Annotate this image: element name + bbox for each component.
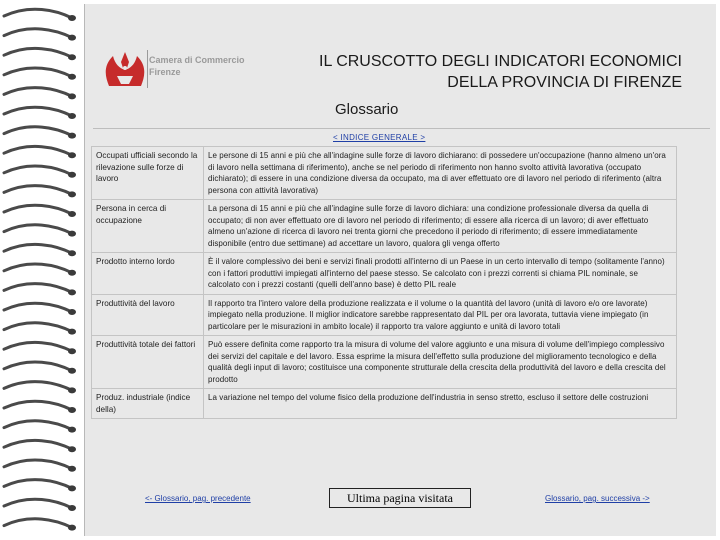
spiral-hole	[68, 211, 76, 217]
spiral-coil	[4, 303, 72, 312]
glossary-term: Produttività totale dei fattori	[92, 336, 204, 389]
spiral-hole	[68, 152, 76, 158]
spiral-coil	[4, 68, 72, 77]
spiral-coil	[4, 342, 72, 351]
glossary-term: Prodotto interno lordo	[92, 253, 204, 295]
spiral-coil	[4, 29, 72, 38]
spiral-hole	[68, 407, 76, 413]
spiral-coil	[4, 401, 72, 410]
spiral-coil	[4, 186, 72, 195]
logo-line-1: Camera di Commercio	[149, 55, 245, 65]
spiral-coil	[4, 225, 72, 234]
index-general-link[interactable]: < INDICE GENERALE >	[333, 133, 426, 142]
table-row	[92, 294, 677, 336]
glossary-definition: È il valore complessivo dei beni e servizi finali prodotti all'interno di un Paese in un certo intervallo di tempo (solitamente l'anno) con i fattori produttivi impiegati all'interno del paese stesso. Se calcolato con i prezzi correnti si chiama PIL nominale, se calcolato con i prezzi costanti (quelli dell'anno base) è detto PIL reale	[204, 253, 677, 295]
table-row	[92, 389, 677, 419]
spiral-hole	[68, 231, 76, 237]
spiral-hole	[68, 309, 76, 315]
spiral-coil	[4, 323, 72, 332]
spiral-coil	[4, 9, 72, 18]
spiral-hole	[68, 133, 76, 139]
title-line-2: DELLA PROVINCIA DI FIRENZE	[447, 74, 682, 91]
spiral-coil	[4, 88, 72, 97]
spiral-coil	[4, 107, 72, 116]
spiral-hole	[68, 348, 76, 354]
glossary-definition: La variazione nel tempo del volume fisico della produzione dell'industria in senso stretto, escluso il settore delle costruzioni	[204, 389, 677, 419]
spiral-hole	[68, 172, 76, 178]
page-subtitle: Glossario	[335, 101, 399, 118]
glossary-definition: La persona di 15 anni e più che all'indagine sulle forze di lavoro dichiara: una condizione professionale diversa da quella di occupato; di non aver effettuato ore di lavoro nel periodo di riferimento; di essere alla ricerca di un lavoro; di aver effettuato almeno un'azione di ricerca di lavoro nei trenta giorni che precedono il periodo di riferimento; di essere immediatamente disponibile (entro due settimane) ad accettare un lavoro, qualora gli venga offerto	[204, 200, 677, 253]
spiral-hole	[68, 289, 76, 295]
spiral-coil	[4, 362, 72, 371]
last-visited-page-button[interactable]: Ultima pagina visitata	[329, 488, 471, 508]
table-row	[92, 147, 677, 200]
spiral-coil	[4, 480, 72, 489]
spiral-coil	[4, 264, 72, 273]
logo-text	[149, 54, 245, 78]
spiral-hole	[68, 387, 76, 393]
spiral-coil	[4, 205, 72, 214]
page-title	[252, 51, 682, 93]
glossary-definition: Può essere definita come rapporto tra la misura di volume del valore aggiunto e una misura di volume dell'impiego complessivo dei servizi del capitale e del lavoro. Essa esprime la misura dell'effetto sulla produzione del miglioramento tecnologico e della qualità degli input di lavoro; costituisce una componente strutturale della crescita della produttività del lavoro e della crescita del prodotto	[204, 336, 677, 389]
spiral-hole	[68, 250, 76, 256]
spiral-coils	[4, 9, 76, 530]
spiral-hole	[68, 427, 76, 433]
spiral-coil	[4, 146, 72, 155]
spiral-hole	[68, 466, 76, 472]
spiral-coil	[4, 421, 72, 430]
spiral-coil	[4, 519, 72, 528]
glossary-term: Persona in cerca di occupazione	[92, 200, 204, 253]
spiral-binding	[0, 0, 84, 540]
spiral-hole	[68, 485, 76, 491]
table-row	[92, 336, 677, 389]
spiral-coil	[4, 499, 72, 508]
glossary-term: Occupati ufficiali secondo la rilevazione sulle forze di lavoro	[92, 147, 204, 200]
spiral-hole	[68, 113, 76, 119]
table-row	[92, 200, 677, 253]
spiral-coil	[4, 382, 72, 391]
spiral-hole	[68, 505, 76, 511]
glossary-definition: Il rapporto tra l'intero valore della produzione realizzata e il volume o la quantità del lavoro (unità di lavoro e/o ore lavorate) impiegato nella produzione. Il miglior indicatore sarebbe rappresentato dal PIL per ora lavorata, tuttavia viene impiegato (in particolare per le misurazioni in ambito locale) il rapporto tra valore aggiunto e unità di lavoro totali	[204, 294, 677, 336]
spiral-hole	[68, 191, 76, 197]
divider	[93, 128, 710, 129]
glossary-table	[91, 146, 677, 419]
title-line-1: IL CRUSCOTTO DEGLI INDICATORI ECONOMICI	[319, 53, 682, 70]
table-row	[92, 253, 677, 295]
spiral-hole	[68, 54, 76, 60]
spiral-hole	[68, 270, 76, 276]
glossary-term: Produz. industriale (indice della)	[92, 389, 204, 419]
spiral-hole	[68, 368, 76, 374]
spiral-coil	[4, 284, 72, 293]
previous-page-link[interactable]: <- Glossario, pag. precedente	[145, 494, 251, 503]
spiral-coil	[4, 244, 72, 253]
glossary-term: Produttività del lavoro	[92, 294, 204, 336]
spiral-coil	[4, 166, 72, 175]
spiral-coil	[4, 127, 72, 136]
spiral-hole	[68, 446, 76, 452]
spiral-coil	[4, 440, 72, 449]
spiral-coil	[4, 460, 72, 469]
spiral-hole	[68, 329, 76, 335]
logo-line-2: Firenze	[149, 67, 181, 77]
next-page-link[interactable]: Glossario, pag. successiva ->	[545, 494, 650, 503]
spiral-hole	[68, 35, 76, 41]
spiral-hole	[68, 525, 76, 531]
glossary-definition: Le persone di 15 anni e più che all'indagine sulle forze di lavoro dichiarano: di possedere un'occupazione (hanno almeno un'ora di lavoro nella settimana di riferimento), anche se nel periodo di riferimento non hanno svolto attività lavorativa (occupato dichiarato); di essere in una condizione diversa da occupato, ma di aver effettuato ore di lavoro nel periodo di riferimento (altra persona con attività lavorativa)	[204, 147, 677, 200]
spiral-hole	[68, 74, 76, 80]
spiral-coil	[4, 48, 72, 57]
spiral-hole	[68, 93, 76, 99]
spiral-hole	[68, 15, 76, 21]
document-page	[84, 4, 716, 536]
